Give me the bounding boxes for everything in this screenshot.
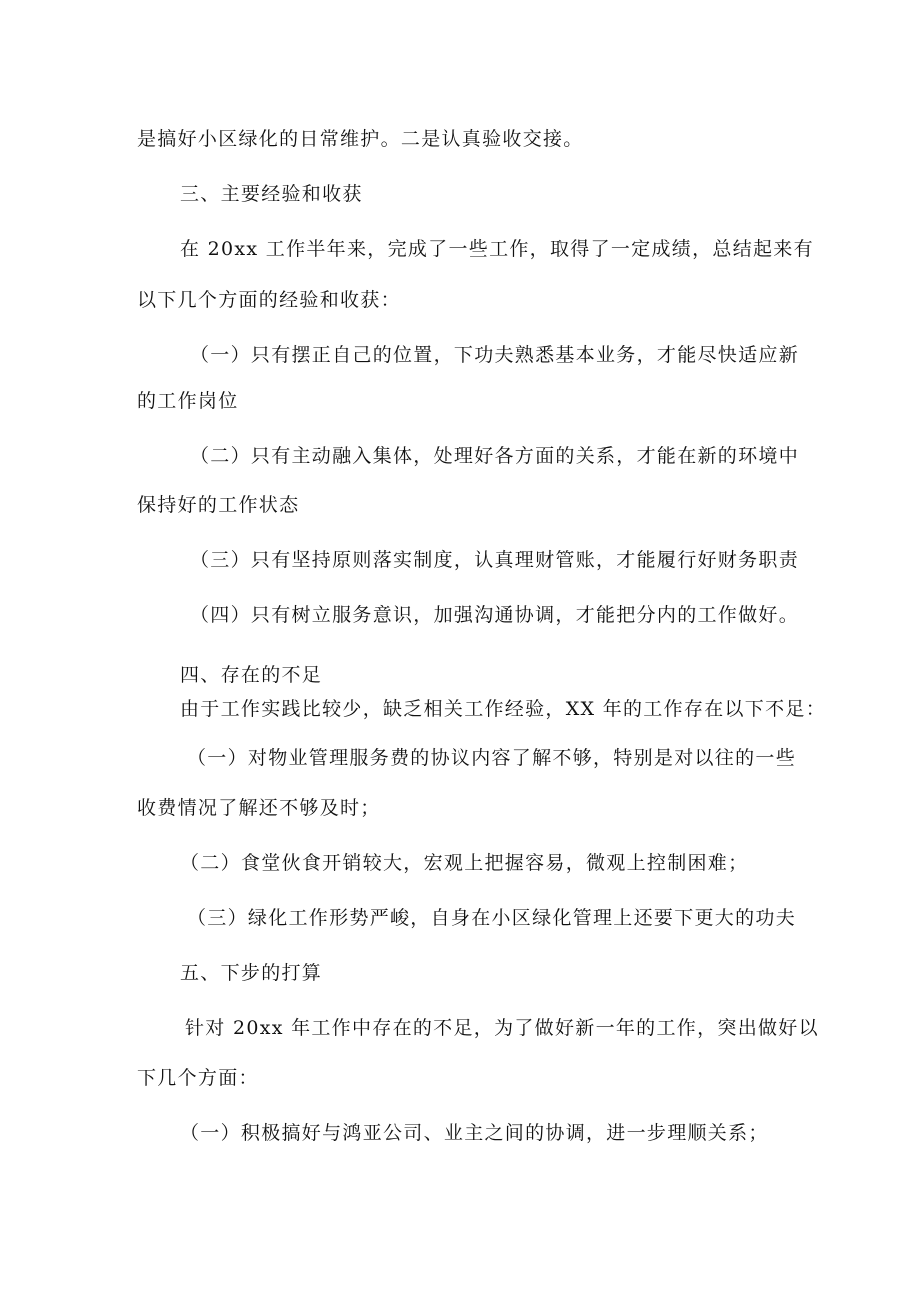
paragraph-line: 由于工作实践比较少，缺乏相关工作经验，XX 年的工作存在以下不足： (180, 698, 826, 720)
paragraph-line: 是搞好小区绿化的日常维护。二是认真验收交接。 (137, 128, 584, 150)
section-heading: 五、下步的打算 (180, 962, 323, 984)
paragraph-line: 保持好的工作状态 (137, 494, 300, 516)
list-item: （一）积极搞好与鸿亚公司、业主之间的协调，进一步理顺关系； (180, 1122, 769, 1144)
list-item: （三）只有坚持原则落实制度，认真理财管账，才能履行好财务职责 (190, 549, 800, 571)
list-item: （一）只有摆正自己的位置，下功夫熟悉基本业务，才能尽快适应新 (190, 344, 800, 366)
list-item: （二）食堂伙食开销较大，宏观上把握容易，微观上控制困难； (180, 852, 749, 874)
list-item: （三）绿化工作形势严峻，自身在小区绿化管理上还要下更大的功夫 (187, 907, 797, 929)
list-item: （一）对物业管理服务费的协议内容了解不够，特别是对以往的一些 (187, 747, 797, 769)
list-item: （四）只有树立服务意识，加强沟通协调，才能把分内的工作做好。 (190, 604, 800, 626)
paragraph-line: 在 20xx 工作半年来，完成了一些工作，取得了一定成绩，总结起来有 (180, 238, 814, 260)
paragraph-line: 以下几个方面的经验和收获： (137, 289, 401, 311)
list-item: （二）只有主动融入集体，处理好各方面的关系，才能在新的环境中 (190, 445, 800, 467)
paragraph-line: 针对 20xx 年工作中存在的不足，为了做好新一年的工作，突出做好以 (185, 1017, 819, 1039)
section-heading: 四、存在的不足 (180, 664, 323, 686)
paragraph-line: 下几个方面： (137, 1067, 259, 1089)
paragraph-line: 收费情况了解还不够及时； (137, 797, 381, 819)
paragraph-line: 的工作岗位 (137, 390, 239, 412)
section-heading: 三、主要经验和收获 (180, 183, 363, 205)
